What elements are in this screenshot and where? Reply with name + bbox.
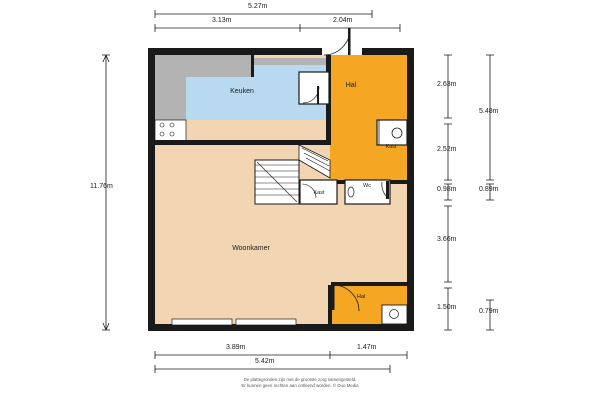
dimension-lines-top [155,10,400,32]
dim-label-top-left: 3.13m [212,17,232,24]
dim-label-5-42: 5.42m [255,358,275,365]
door-leaf [348,28,351,55]
dim-label-2-52: 2.52m [437,146,457,153]
hall-bottom-wall-left [328,285,332,324]
room-label-keuken: Keuken [230,88,254,95]
closet-right [377,120,407,145]
cabinet-door-leaf [317,86,319,104]
hall-bottom-wall-top [331,282,407,286]
room-label-woonkamer: Woonkamer [232,245,270,252]
window-right [236,319,296,325]
room-label-hal-top: Hal [345,82,357,89]
room-label-kast-middle: Kast [313,190,325,196]
counter-divider [251,55,254,77]
dim-label-top-right: 2.04m [333,17,353,24]
dim-label-3-66: 3.66m [437,236,457,243]
hall-cabinet-box [299,72,329,104]
door-opening-top [322,45,362,55]
hall-bottom [328,282,407,324]
interior-wall-kitchen-bottom [155,140,331,145]
dim-label-3-89: 3.89m [226,344,246,351]
front-door-top [322,28,362,55]
footer-line-2: Er kunnen geen rechten aan ontleend worden. © Duo Media [241,383,359,388]
hall-bottom-door-leaf [332,284,335,310]
footer-line-1: De plattegronden zijn met de grootste zorg samengesteld. [243,377,357,382]
dim-label-1-50: 1.50m [437,304,457,311]
dim-label-left: 11.76m [90,183,113,190]
utility-box [382,305,407,324]
hall-entry-cabinet [299,72,329,104]
dimension-lines-left [102,55,110,330]
room-label-kast-right: Kast [385,144,397,150]
dim-label-1-47: 1.47m [357,344,377,351]
dim-label-0-98: 0.98m [437,186,457,193]
window-left [172,319,232,325]
dim-label-2-63: 2.63m [437,81,457,88]
dim-label-top-total: 5.27m [248,3,268,10]
dimension-lines-bottom [155,351,407,373]
dim-label-0-89: 0.89m [479,186,499,193]
dim-label-0-79: 0.79m [479,308,499,315]
top-left-counter [155,55,251,77]
room-label-hal-bottom: Hal [356,294,366,300]
room-label-wc: Wc [363,183,371,189]
wc-door-leaf [386,181,389,199]
dim-label-5-48: 5.48m [479,108,499,115]
footer-disclaimer [0,377,600,389]
